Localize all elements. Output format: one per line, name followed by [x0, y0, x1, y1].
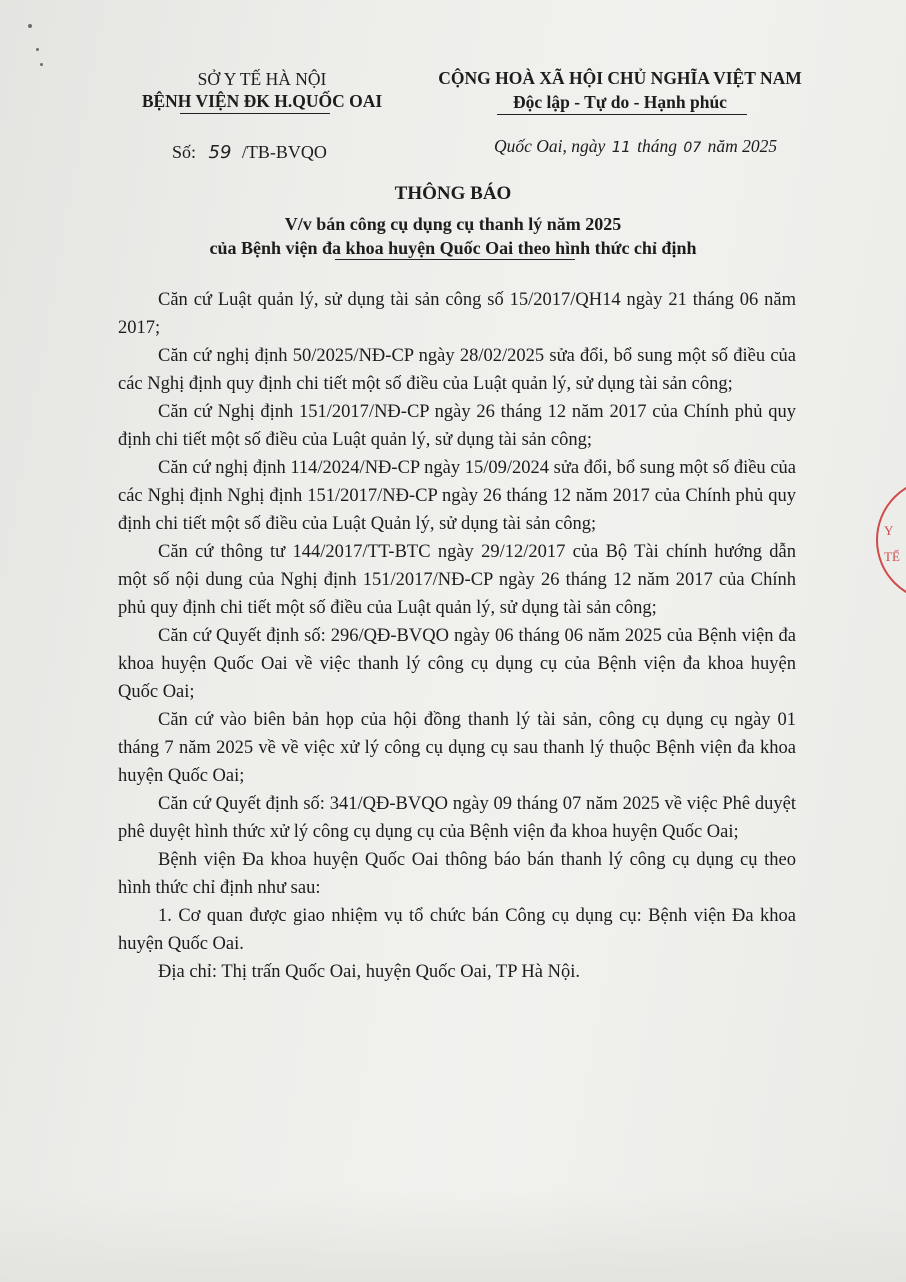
nation-title: CỘNG HOÀ XÃ HỘI CHỦ NGHĨA VIỆT NAM: [438, 68, 802, 88]
body-paragraph: Địa chỉ: Thị trấn Quốc Oai, huyện Quốc Oai, TP Hà Nội.: [158, 962, 580, 982]
document-number: [172, 142, 327, 163]
paper-speck: [28, 24, 32, 28]
document-body: [118, 286, 796, 986]
body-paragraph: Căn cứ Luật quản lý, sử dụng tài sản công số 15/2017/QH14 ngày 21 tháng 06 năm 2017;: [118, 290, 796, 338]
paper-speck: [40, 63, 43, 66]
body-paragraph: Căn cứ thông tư 144/2017/TT-BTC ngày 29/12/2017 của Bộ Tài chính hướng dẫn một số nội dung của Nghị định 151/2017/NĐ-CP ngày 26 tháng 12 năm 2017 của Chính phủ quy định chi tiết một số điều của Luật quản lý, sử dụng tài sản công;: [118, 542, 796, 618]
number-prefix: Số:: [172, 142, 197, 162]
date-prefix: Quốc Oai, ngày: [494, 136, 606, 156]
number-suffix: /TB-BVQO: [241, 142, 327, 162]
paper-speck: [36, 48, 39, 51]
agency-header: [112, 68, 412, 112]
body-paragraph: 1. Cơ quan được giao nhiệm vụ tổ chức bán Công cụ dụng cụ: Bệnh viện Đa khoa huyện Quốc Oai.: [118, 906, 796, 954]
body-paragraph: Căn cứ nghị định 50/2025/NĐ-CP ngày 28/02/2025 sửa đổi, bổ sung một số điều của các Nghị định quy định chi tiết một số điều của Luật quản lý, sử dụng tài sản công;: [118, 346, 796, 394]
body-paragraph: Căn cứ Quyết định số: 341/QĐ-BVQO ngày 09 tháng 07 năm 2025 về việc Phê duyệt phê duyệt hình thức xử lý công cụ dụng cụ của Bệnh viện đa khoa huyện Quốc Oai;: [118, 794, 796, 842]
subject-underline: [335, 259, 575, 260]
body-paragraph: Căn cứ Nghị định 151/2017/NĐ-CP ngày 26 tháng 12 năm 2017 của Chính phủ quy định chi tiết một số điều của Luật quản lý, sử dụng tài sản công;: [118, 402, 796, 450]
date-month-label: tháng: [637, 136, 678, 156]
body-paragraph: Bệnh viện Đa khoa huyện Quốc Oai thông báo bán thanh lý công cụ dụng cụ theo hình thức chỉ định như sau:: [118, 850, 796, 898]
agency-parent: SỞ Y TẾ HÀ NỘI: [197, 69, 327, 89]
body-paragraph: Căn cứ Quyết định số: 296/QĐ-BVQO ngày 06 tháng 06 năm 2025 của Bệnh viện đa khoa huyện Quốc Oai về việc thanh lý công cụ dụng cụ của Bệnh viện đa khoa huyện Quốc Oai;: [118, 626, 796, 702]
document-title: THÔNG BÁO: [394, 183, 512, 204]
document-date: [494, 136, 777, 157]
paper-shadow: [0, 1190, 906, 1282]
motto-underline: [497, 114, 747, 115]
body-paragraph: Căn cứ vào biên bản họp của hội đồng thanh lý tài sản, công cụ dụng cụ ngày 01 tháng 7 năm 2025 về về việc xử lý công cụ dụng cụ sau thanh lý thuộc Bệnh viện đa khoa huyện Quốc Oai;: [118, 710, 796, 786]
date-year: năm 2025: [707, 136, 778, 156]
document-subject: [0, 212, 906, 260]
date-month-handwritten: 07: [683, 140, 702, 156]
subject-line-2: của Bệnh viện đa khoa huyện Quốc Oai theo hình thức chỉ định: [209, 238, 697, 258]
date-day-handwritten: 11: [611, 138, 631, 156]
number-handwritten: 59: [208, 142, 232, 163]
motto: Độc lập - Tự do - Hạnh phúc: [513, 92, 727, 112]
body-paragraph: Căn cứ nghị định 114/2024/NĐ-CP ngày 15/09/2024 sửa đổi, bổ sung một số điều của các Nghị định Nghị định 151/2017/NĐ-CP ngày 26 tháng 12 năm 2017 của Chính phủ quy định chi tiết một số điều của Luật Quản lý, sử dụng tài sản công;: [118, 458, 796, 534]
subject-line-1: V/v bán công cụ dụng cụ thanh lý năm 2025: [284, 214, 622, 234]
agency-underline: [180, 113, 330, 114]
agency-name: BỆNH VIỆN ĐK H.QUỐC OAI: [141, 91, 383, 111]
nation-header: [410, 66, 830, 114]
seal-text: Y TẾ: [884, 523, 900, 564]
